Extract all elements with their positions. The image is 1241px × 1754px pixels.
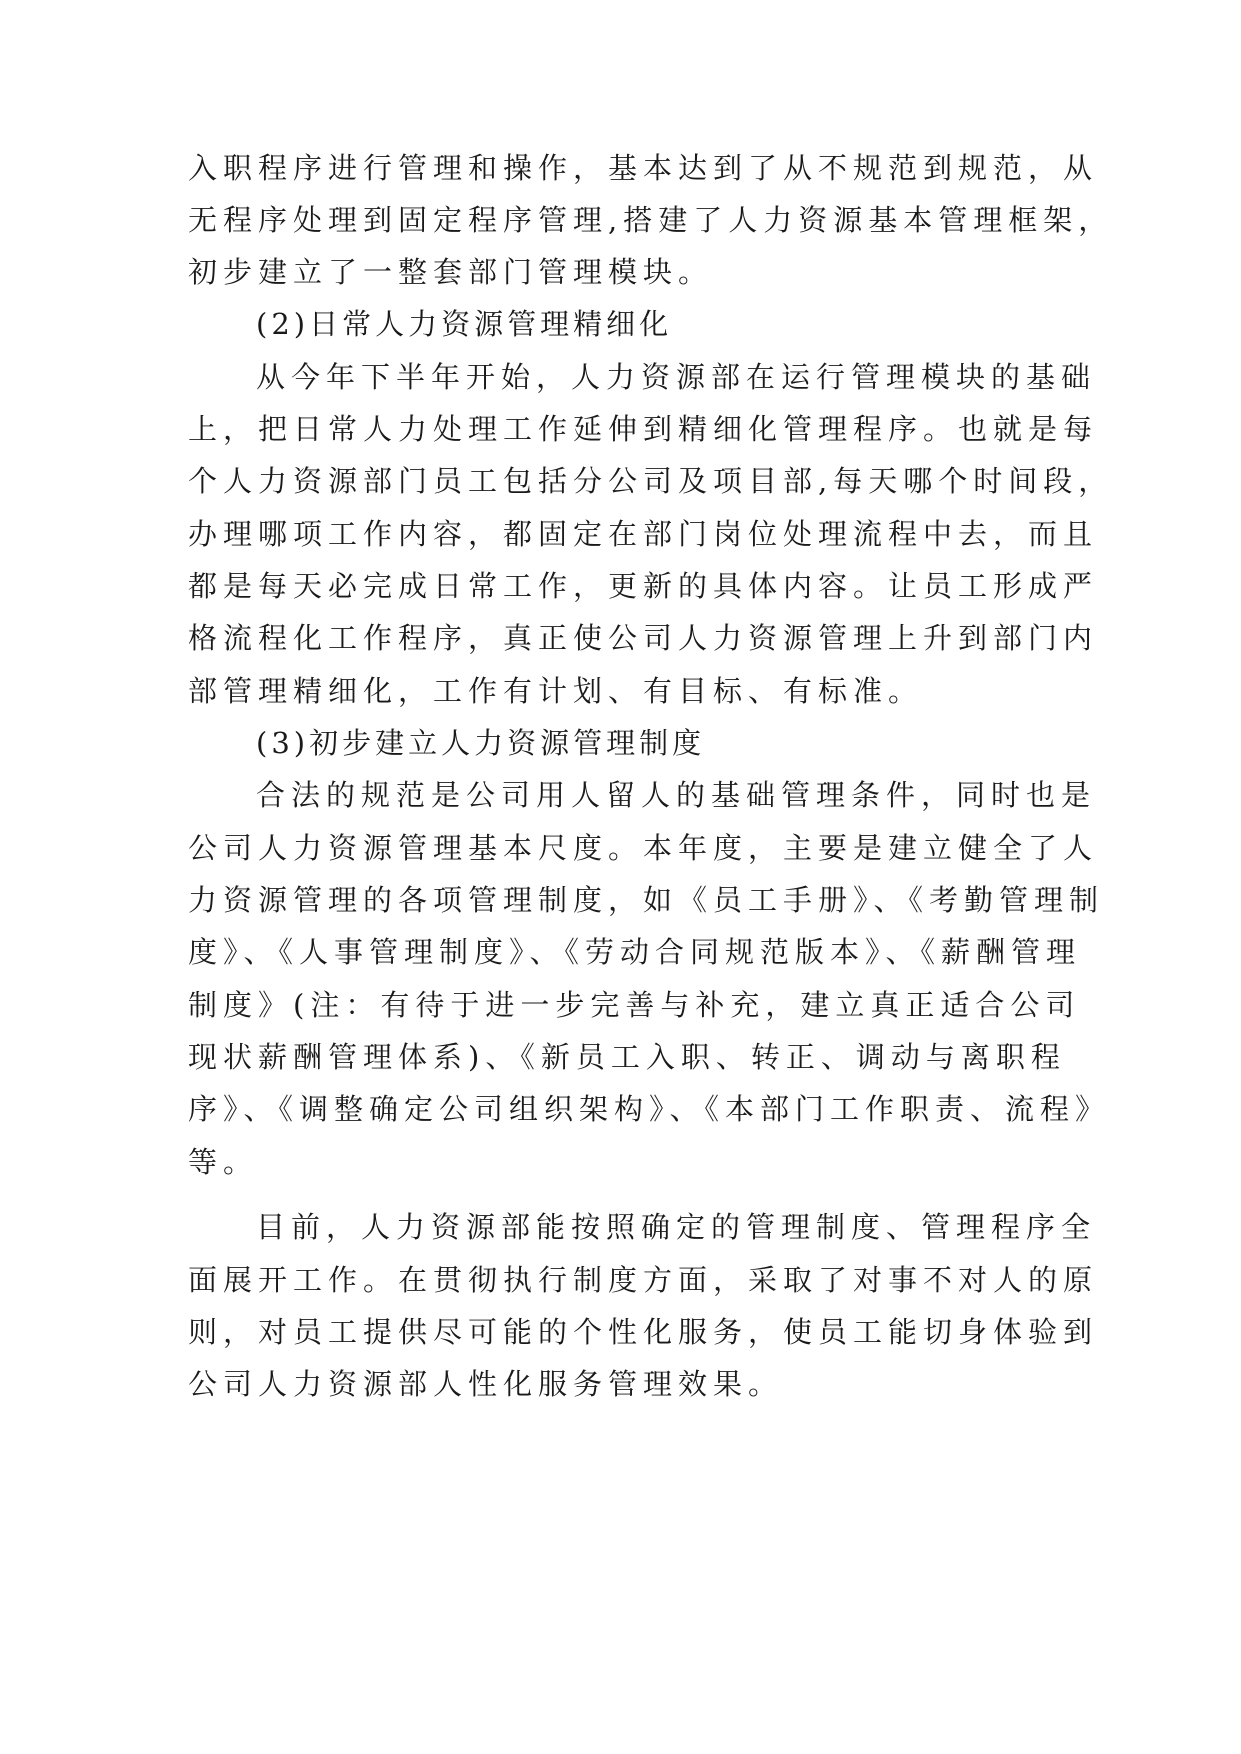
text-line: 个人力资源部门员工包括分公司及项目部,每天哪个时间段，	[188, 464, 1114, 498]
text-line: 制度》(注：有待于进一步完善与补充，建立真正适合公司	[188, 988, 1081, 1022]
text-line: 公司人力资源部人性化服务管理效果。	[188, 1367, 784, 1401]
text-line: 上，把日常人力处理工作延伸到精细化管理程序。也就是每	[188, 412, 1099, 446]
section-heading: (2)日常人力资源管理精细化	[256, 307, 673, 341]
text-line: 都是每天必完成日常工作，更新的具体内容。让员工形成严	[188, 569, 1099, 603]
text-line: 目前，人力资源部能按照确定的管理制度、管理程序全	[256, 1210, 1097, 1244]
text-line: 等。	[188, 1145, 259, 1179]
text-line: 力资源管理的各项管理制度，如《员工手册》、《考勤管理制	[188, 883, 1105, 917]
text-line: 则，对员工提供尽可能的个性化服务，使员工能切身体验到	[188, 1315, 1099, 1349]
text-line: 面展开工作。在贯彻执行制度方面，采取了对事不对人的原	[188, 1263, 1099, 1297]
text-line: 初步建立了一整套部门管理模块。	[188, 255, 714, 289]
text-line: 入职程序进行管理和操作，基本达到了从不规范到规范，从	[188, 151, 1099, 185]
text-line: 办理哪项工作内容，都固定在部门岗位处理流程中去，而且	[188, 517, 1099, 551]
text-line: 合法的规范是公司用人留人的基础管理条件，同时也是	[256, 778, 1097, 812]
text-line: 部管理精细化，工作有计划、有目标、有标准。	[188, 674, 924, 708]
text-line: 序》、《调整确定公司组织架构》、《本部门工作职责、流程》	[188, 1092, 1111, 1126]
section-heading: (3)初步建立人力资源管理制度	[256, 726, 706, 760]
text-line: 无程序处理到固定程序管理,搭建了人力资源基本管理框架，	[188, 203, 1114, 237]
text-line: 格流程化工作程序，真正使公司人力资源管理上升到部门内	[188, 621, 1099, 655]
text-line: 从今年下半年开始，人力资源部在运行管理模块的基础	[256, 360, 1097, 394]
text-line: 度》、《人事管理制度》、《劳动合同规范版本》、《薪酬管理	[188, 935, 1082, 969]
text-line: 现状薪酬管理体系)、《新员工入职、转正、调动与离职程	[188, 1040, 1066, 1074]
text-line: 公司人力资源管理基本尺度。本年度，主要是建立健全了人	[188, 831, 1099, 865]
